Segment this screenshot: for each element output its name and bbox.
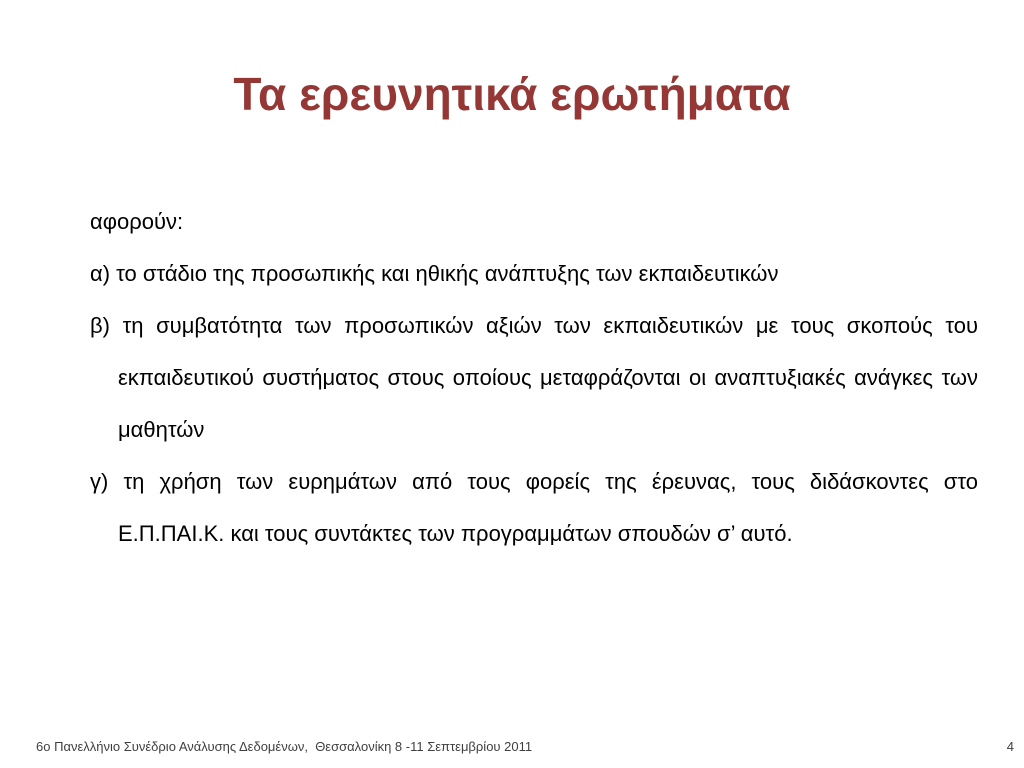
footer-conference-text: 6ο Πανελλήνιο Συνέδριο Ανάλυσης Δεδομένων, Θεσσαλονίκη 8 -11 Σεπτεμβρίου 2011 (36, 739, 533, 754)
intro-text: αφορούν: (90, 209, 184, 234)
question-item-a: α) το στάδιο της προσωπικής και ηθικής ανάπτυξης των εκπαιδευτικών (90, 261, 779, 286)
question-item-b: β) τη συμβατότητα των προσωπικών αξιών των εκπαιδευτικών με τους σκοπούς του εκπαιδευτικού συστήματος στους οποίους μεταφράζονται οι αναπτυξιακές ανάγκες των μαθητών (90, 313, 978, 442)
slide-body (90, 196, 978, 560)
slide-title: Τα ερευνητικά ερωτήματα (233, 68, 791, 120)
question-item-c: γ) τη χρήση των ευρημάτων από τους φορείς της έρευνας, τους διδάσκοντες στο Ε.Π.ΠΑΙ.Κ. και τους συντάκτες των προγραμμάτων σπουδών σ’ αυτό. (90, 469, 978, 546)
page-number: 4 (1006, 739, 1014, 754)
